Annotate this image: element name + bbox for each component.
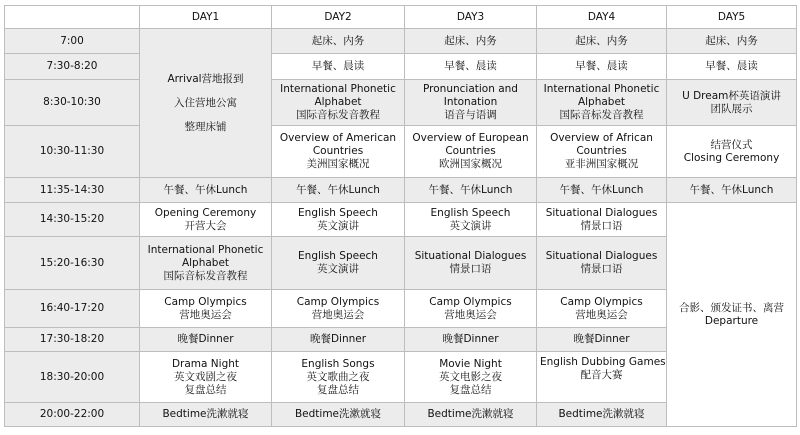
cell-line-en: International Phonetic Alphabet (280, 83, 396, 108)
schedule (4, 5, 797, 427)
time-cell: 11:35-14:30 (5, 178, 140, 203)
cell-line-2: 英文电影之夜 (439, 370, 502, 383)
day3-lunch: 午餐、午休Lunch (405, 178, 537, 203)
cell-line-2: 营地奥运会 (575, 308, 628, 321)
cell-line-2: Closing Ceremony (683, 151, 780, 164)
day5-breakfast: 早餐、晨读 (667, 54, 797, 80)
cell-line-2: 情景口语 (449, 263, 492, 275)
day5-lunch: 午餐、午休Lunch (667, 178, 797, 203)
cell-line-2: 英文演讲 (449, 219, 492, 232)
day2-bedtime: Bedtime洗漱就寝 (272, 403, 405, 427)
day4-dialogues-1 (537, 203, 667, 237)
day3-night (405, 352, 537, 403)
cell-line-2: 营地奥运会 (444, 308, 497, 321)
time-cell: 7:30-8:20 (5, 54, 140, 80)
cell-line-2: 营地奥运会 (179, 308, 232, 321)
row-0700 (5, 29, 797, 54)
day4-dinner: 晚餐Dinner (537, 328, 667, 352)
day3-dialogues (405, 237, 537, 290)
time-cell: 14:30-15:20 (5, 203, 140, 237)
cell-line-cn: 语音与语调 (444, 109, 497, 121)
day1-olympics (140, 290, 272, 328)
cell-line-1: English Speech (430, 206, 511, 219)
day2-phonetic (272, 80, 405, 126)
day1-dinner: 晚餐Dinner (140, 328, 272, 352)
arrival-line-2: 入住营地公寓 (174, 96, 237, 109)
arrival-line-3: 整理床铺 (184, 120, 227, 133)
header-day4: DAY4 (537, 6, 667, 29)
header-day5: DAY5 (667, 6, 797, 29)
arrival-line-1: Arrival营地报到 (167, 72, 244, 85)
cell-line-en: Overview of American Countries (279, 132, 397, 157)
cell-line-1: Camp Olympics (429, 295, 512, 308)
day4-olympics (537, 290, 667, 328)
cell-line-1: Situational Dialogues (545, 206, 658, 219)
cell-line-1: Movie Night (439, 357, 502, 370)
cell-line-2: 情景口语 (580, 219, 623, 232)
cell-line-1: Camp Olympics (560, 295, 643, 308)
day3-bedtime: Bedtime洗漱就寝 (405, 403, 537, 427)
day4-bedtime: Bedtime洗漱就寝 (537, 403, 667, 427)
cell-line-1: Situational Dialogues (545, 250, 658, 262)
time-cell: 18:30-20:00 (5, 352, 140, 403)
day3-wake: 起床、内务 (405, 29, 537, 54)
cell-line-2: 配音大赛 (580, 369, 623, 381)
cell-line-2: 营地奥运会 (311, 308, 365, 321)
day2-night (272, 352, 405, 403)
cell-line-3: 复盘总结 (184, 383, 227, 396)
day4-phonetic (537, 80, 667, 126)
day5-closing (667, 126, 797, 178)
cell-line-1: English Speech (298, 206, 378, 219)
cell-line-2: 团队展示 (710, 102, 753, 115)
cell-line-1: English Speech (298, 250, 378, 262)
row-1135 (5, 178, 797, 203)
cell-line-cn: 国际音标发音教程 (296, 109, 380, 121)
cell-line-cn: 亚非洲国家概况 (564, 158, 639, 170)
cell-line-cn: 欧洲国家概况 (439, 158, 502, 170)
day3-overview (405, 126, 537, 178)
day4-wake: 起床、内务 (537, 29, 667, 54)
cell-line-en: International Phonetic Alphabet (147, 243, 264, 269)
day2-breakfast: 早餐、晨读 (272, 54, 405, 80)
cell-line-3: 复盘总结 (317, 383, 359, 396)
day4-breakfast: 早餐、晨读 (537, 54, 667, 80)
cell-line-1: English Dubbing Games (540, 356, 666, 368)
day5-departure (667, 203, 797, 427)
time-cell: 17:30-18:20 (5, 328, 140, 352)
cell-line-en: Pronunciation and Intonation (423, 83, 518, 108)
day4-lunch: 午餐、午休Lunch (537, 178, 667, 203)
cell-line-en: Overview of European Countries (412, 132, 529, 157)
cell-line-1: Drama Night (171, 357, 240, 370)
day1-lunch: 午餐、午休Lunch (140, 178, 272, 203)
day1-opening (140, 203, 272, 237)
cell-line-1: Camp Olympics (164, 295, 247, 308)
day4-dialogues-2 (537, 237, 667, 290)
day2-overview (272, 126, 405, 178)
cell-line-en: Overview of African Countries (550, 132, 653, 157)
day3-pronunciation (405, 80, 537, 126)
day3-dinner: 晚餐Dinner (405, 328, 537, 352)
time-cell: 16:40-17:20 (5, 290, 140, 328)
day1-arrival (140, 29, 272, 178)
cell-line-1: 合影、颁发证书、离营 (679, 301, 784, 314)
cell-line-1: U Dream杯英语演讲 (682, 89, 781, 102)
day4-night (537, 352, 667, 403)
cell-line-2: Departure (704, 314, 759, 327)
header-day3: DAY3 (405, 6, 537, 29)
day4-overview (537, 126, 667, 178)
cell-line-1: Opening Ceremony (154, 206, 257, 219)
day3-olympics (405, 290, 537, 328)
cell-line-2: 英文戏剧之夜 (174, 370, 237, 383)
cell-line-1: Situational Dialogues (414, 250, 527, 262)
cell-line-2: 英文演讲 (317, 219, 359, 232)
day2-wake: 起床、内务 (272, 29, 405, 54)
cell-line-cn: 美洲国家概况 (306, 158, 370, 170)
cell-line-2: 情景口语 (580, 263, 623, 275)
header-row (5, 6, 797, 29)
day2-speech-2 (272, 237, 405, 290)
day5-wake: 起床、内务 (667, 29, 797, 54)
cell-line-cn: 国际音标发音教程 (559, 109, 644, 121)
header-day1: DAY1 (140, 6, 272, 29)
cell-line-1: Camp Olympics (296, 295, 380, 308)
day2-speech-1 (272, 203, 405, 237)
day1-night (140, 352, 272, 403)
time-cell: 20:00-22:00 (5, 403, 140, 427)
day2-olympics (272, 290, 405, 328)
row-0830 (5, 80, 797, 126)
time-cell: 15:20-16:30 (5, 237, 140, 290)
cell-line-2: 英文歌曲之夜 (306, 370, 370, 383)
cell-line-en: International Phonetic Alphabet (543, 83, 660, 108)
cell-line-cn: 国际音标发音教程 (163, 269, 248, 282)
header-corner (5, 6, 140, 29)
cell-line-1: 结营仪式 (710, 138, 753, 151)
header-day2: DAY2 (272, 6, 405, 29)
day3-breakfast: 早餐、晨读 (405, 54, 537, 80)
day1-phonetic (140, 237, 272, 290)
day1-bedtime: Bedtime洗漱就寝 (140, 403, 272, 427)
row-1430 (5, 203, 797, 237)
cell-line-2: 英文演讲 (317, 263, 359, 275)
cell-line-3: 复盘总结 (449, 383, 492, 396)
time-cell: 8:30-10:30 (5, 80, 140, 126)
cell-line-1: English Songs (301, 357, 375, 370)
day2-lunch: 午餐、午休Lunch (272, 178, 405, 203)
cell-line-2: 开营大会 (184, 219, 227, 232)
schedule-table (4, 5, 797, 427)
day5-speech (667, 80, 797, 126)
time-cell: 10:30-11:30 (5, 126, 140, 178)
time-cell: 7:00 (5, 29, 140, 54)
day2-dinner: 晚餐Dinner (272, 328, 405, 352)
row-1030 (5, 126, 797, 178)
row-0730 (5, 54, 797, 80)
day3-speech (405, 203, 537, 237)
